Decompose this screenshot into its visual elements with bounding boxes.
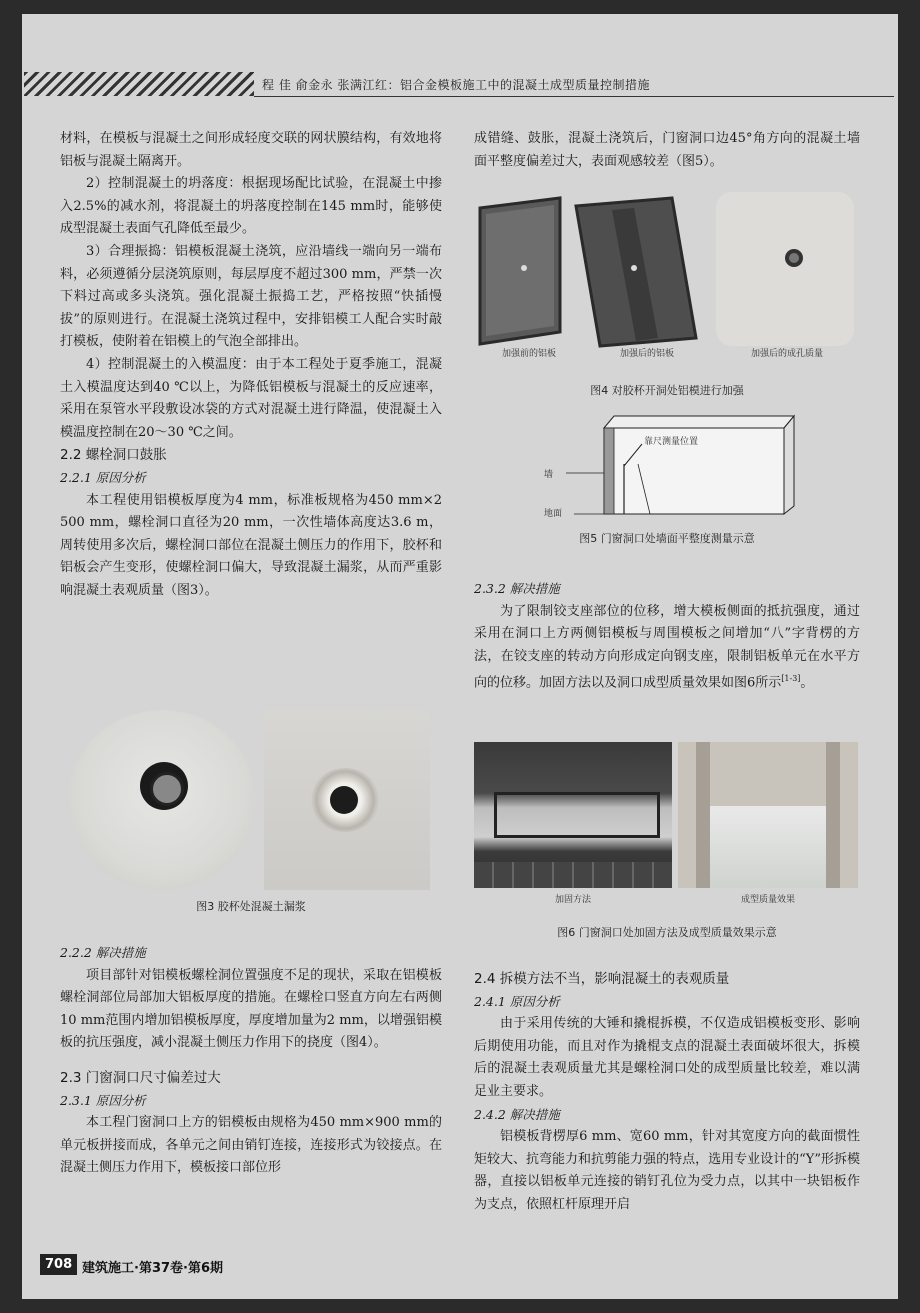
fig4-caption: 图4 对胶杯开洞处铝模进行加强 <box>590 384 744 397</box>
subsection-heading: 2.2.2 解决措施 <box>60 945 146 960</box>
page-number: 708 <box>40 1254 77 1275</box>
paragraph: 本工程门窗洞口上方的铝模板由规格为450 mm×900 mm的单元板拼接而成，各单元之间由销钉连接，连接形式为铰接点。在混凝土侧压力作用下，模板接口部位形 <box>60 1115 442 1176</box>
fig6-photo-result <box>678 742 858 888</box>
paragraph: 2）控制混凝土的坍落度：根据现场配比试验，在混凝土中掺入2.5%的减水剂，将混凝土的坍落度控制在145 mm时，能够使成型混凝土表面气孔降低至最少。 <box>60 176 442 237</box>
fig4-hole-after <box>631 265 637 271</box>
fig4-photos <box>472 188 862 348</box>
subsection-heading: 2.2.1 原因分析 <box>60 469 146 485</box>
paragraph: 成错缝、鼓胀，混凝土浇筑后，门窗洞口边45°角方向的混凝土墙面平整度偏差过大，表面观感较差（图5）。 <box>474 131 860 169</box>
header-rule <box>254 96 894 97</box>
section-heading: 2.2 螺栓洞口鼓胀 <box>60 447 167 464</box>
fig4-label-3: 加强后的成孔质量 <box>750 349 823 359</box>
fig3-caption: 图3 胶杯处混凝土漏浆 <box>196 900 306 913</box>
left-column <box>60 128 442 602</box>
fig3-photo-left <box>68 710 256 890</box>
fig4-label-2: 加强后的铝板 <box>619 349 674 359</box>
section-heading: 2.4 拆模方法不当，影响混凝土的表观质量 <box>474 971 730 987</box>
paragraph: 材料，在模板与混凝土之间形成轻度交联的网状膜结构，有效地将铝板与混凝土隔离开。 <box>60 131 442 169</box>
right-column-lower <box>474 968 860 1217</box>
subsection-heading: 2.4.2 解决措施 <box>474 1106 560 1122</box>
paragraph: 为了限制铰支座部位的位移，增大模板侧面的抵抗强度，通过采用在洞口上方两侧铝模板与周围模板之间增加“八”字背楞的方法，在铰支座的转动方向形成定向钢支座，限制铝板单元在水平方向的位移。加固方法以及洞口成型质量效果如图6所示[1-3]。 <box>474 603 860 691</box>
paragraph: 4）控制混凝土的入模温度：由于本工程处于夏季施工，混凝土入模温度达到40 ℃以上，为降低铝模板与混凝土的反应速率，采用在泵管水平段敷设冰袋的方式对混凝土进行降温，使混凝土入模温度控制在20～30 ℃之间。 <box>60 356 442 440</box>
fig6-label-1: 加固方法 <box>554 895 591 905</box>
fig5-label-ruler: 靠尺测量位置 <box>644 437 699 447</box>
fig3-photo-right <box>264 710 430 890</box>
running-head: 程 佳 俞金永 张满江红：铝合金模板施工中的混凝土成型质量控制措施 <box>262 78 650 92</box>
fig5-label-wall: 墙 <box>544 470 554 480</box>
fig6-label-2: 成型质量效果 <box>740 895 795 905</box>
subsection-heading: 2.3.2 解决措施 <box>474 581 560 596</box>
journal-name: 建筑施工·第37卷·第6期 <box>82 1261 224 1276</box>
header-hatch-decoration <box>24 72 254 96</box>
fig5-label-ground: 地面 <box>544 509 563 519</box>
fig5-caption: 图5 门窗洞口处墙面平整度测量示意 <box>579 532 755 545</box>
fig4-plate-before-face <box>486 205 554 336</box>
fig4-concrete-surface <box>716 192 854 346</box>
fig4-hole-before <box>521 265 527 271</box>
paragraph: 3）合理振捣：铝模板混凝土浇筑，应沿墙线一端向另一端布料，必须遵循分层浇筑原则，每层厚度不超过300 mm，严禁一次下料过高或多头浇筑。强化混凝土振捣工艺，严格按照“快插慢拔”的原则进行。在混凝土浇筑过程中，安排铝模工人配合实时敲打模板，使附着在铝模上的气泡全部排出。 <box>60 243 442 350</box>
paragraph: 铝模板背楞厚6 mm、宽60 mm，针对其宽度方向的截面惯性矩较大、抗弯能力和抗剪能力强的特点，选用专业设计的“Y”形拆模器，直接以铝板单元连接的销钉孔位为受力点，以其中一块铝板作为支点，依照杠杆原理开启 <box>474 1129 860 1212</box>
fig5-diagram <box>542 406 812 518</box>
paragraph: 由于采用传统的大锤和撬棍拆模，不仅造成铝模板变形、影响后期使用功能，而且对作为撬棍支点的混凝土表面破坏很大，拆模后的混凝土表观质量尤其是螺栓洞口处的成型质量比较差，难以满足业主要求。 <box>474 1016 860 1099</box>
journal-page <box>22 14 898 1299</box>
fig6-caption: 图6 门窗洞口处加固方法及成型质量效果示意 <box>557 926 777 939</box>
left-column-lower <box>60 942 442 1180</box>
right-column-mid <box>474 578 860 695</box>
fig4-label-1: 加强前的铝板 <box>501 349 556 359</box>
section-heading: 2.3 门窗洞口尺寸偏差过大 <box>60 1069 221 1086</box>
subsection-heading: 2.4.1 原因分析 <box>474 993 560 1009</box>
paragraph: 项目部针对铝模板螺栓洞位置强度不足的现状，采取在铝模板螺栓洞部位局部加大铝板厚度的措施。在螺栓口竖直方向左右两侧10 mm范围内增加铝模板厚度，厚度增加量为2 mm，以增强铝模板的抗压强度，减小混凝土侧压力作用下的挠度（图4）。 <box>60 967 442 1051</box>
subsection-heading: 2.3.1 原因分析 <box>60 1092 146 1108</box>
fig6-photo-method <box>474 742 672 888</box>
paragraph: 本工程使用铝模板厚度为4 mm，标准板规格为450 mm×2 500 mm，螺栓洞口直径为20 mm，一次性墙体高度达3.6 m，周转使用多次后，螺栓洞口部位在混凝土侧压力的作用下，胶杯和铝板会产生变形，使螺栓洞口偏大，导致混凝土漏浆，从而严重影响混凝土表观质量（图3）。 <box>60 492 442 598</box>
right-column <box>474 128 860 173</box>
